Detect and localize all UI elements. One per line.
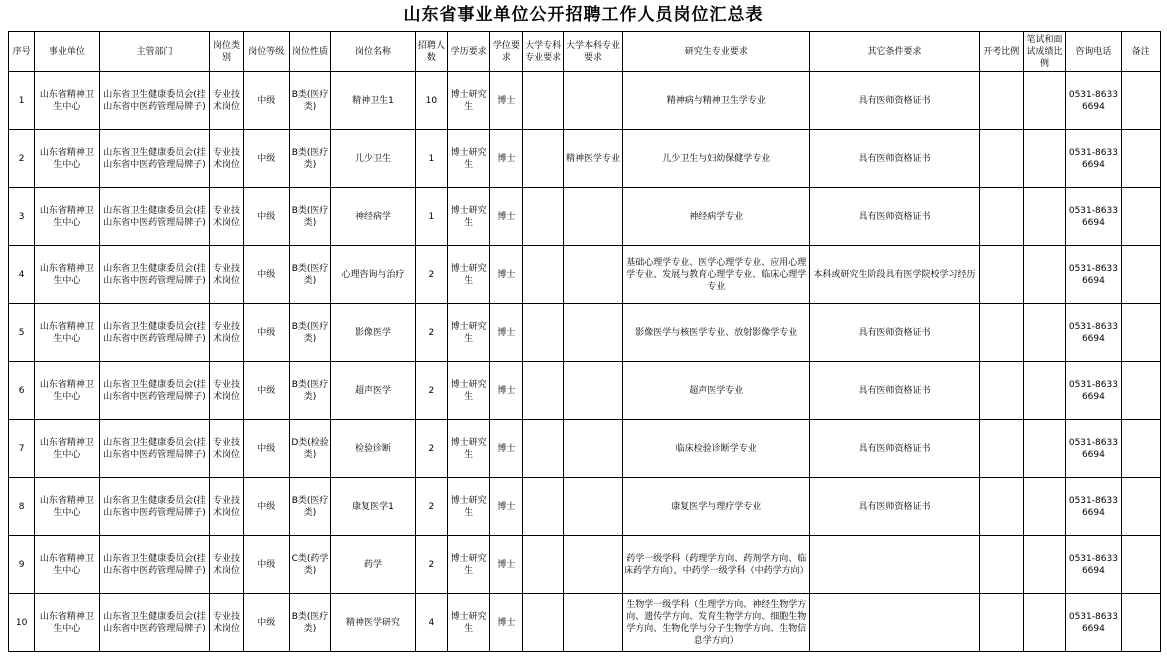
- cell-level: 中级: [243, 304, 289, 362]
- cell-ratio: [979, 246, 1023, 304]
- column-header: 岗位名称: [331, 32, 416, 72]
- cell-other: 本科或研究生阶段具有医学院校学习经历: [810, 246, 979, 304]
- cell-phone: 0531-86336694: [1066, 420, 1121, 478]
- cell-phone: 0531-86336694: [1066, 362, 1121, 420]
- cell-dept: 山东省卫生健康委员会(挂山东省中医药管理局牌子): [99, 420, 210, 478]
- cell-college: [523, 594, 563, 652]
- cell-count: 2: [415, 420, 447, 478]
- cell-no: 7: [9, 420, 35, 478]
- cell-post: 儿少卫生: [331, 130, 416, 188]
- cell-nature: B类(医疗类): [289, 594, 330, 652]
- cell-bachelor: [563, 246, 622, 304]
- cell-bachelor: [563, 478, 622, 536]
- cell-phone: 0531-86336694: [1066, 72, 1121, 130]
- cell-post: 药学: [331, 536, 416, 594]
- column-header: 笔试和面试成绩比例: [1023, 32, 1065, 72]
- cell-graduate: 临床检验诊断学专业: [623, 420, 810, 478]
- column-header: 学位要求: [490, 32, 523, 72]
- cell-college: [523, 478, 563, 536]
- cell-count: 2: [415, 536, 447, 594]
- cell-bachelor: [563, 304, 622, 362]
- cell-category: 专业技术岗位: [210, 130, 243, 188]
- table-row: [9, 304, 1161, 362]
- cell-bachelor: [563, 362, 622, 420]
- cell-category: 专业技术岗位: [210, 594, 243, 652]
- cell-bachelor: 精神医学专业: [563, 130, 622, 188]
- cell-category: 专业技术岗位: [210, 72, 243, 130]
- cell-phone: 0531-86336694: [1066, 130, 1121, 188]
- cell-score: [1023, 246, 1065, 304]
- cell-nature: B类(医疗类): [289, 130, 330, 188]
- cell-score: [1023, 72, 1065, 130]
- cell-no: 4: [9, 246, 35, 304]
- cell-nature: B类(医疗类): [289, 188, 330, 246]
- cell-unit: 山东省精神卫生中心: [35, 188, 99, 246]
- table-header-row: [9, 32, 1161, 72]
- cell-graduate: 精神病与精神卫生学专业: [623, 72, 810, 130]
- cell-post: 心理咨询与治疗: [331, 246, 416, 304]
- cell-post: 检验诊断: [331, 420, 416, 478]
- cell-note: [1121, 362, 1160, 420]
- table-row: [9, 536, 1161, 594]
- column-header: 事业单位: [35, 32, 99, 72]
- cell-phone: 0531-86336694: [1066, 246, 1121, 304]
- cell-bachelor: [563, 188, 622, 246]
- cell-post: 超声医学: [331, 362, 416, 420]
- cell-score: [1023, 420, 1065, 478]
- cell-no: 8: [9, 478, 35, 536]
- cell-ratio: [979, 536, 1023, 594]
- table-row: [9, 478, 1161, 536]
- cell-category: 专业技术岗位: [210, 246, 243, 304]
- cell-ratio: [979, 594, 1023, 652]
- cell-category: 专业技术岗位: [210, 188, 243, 246]
- column-header: 序号: [9, 32, 35, 72]
- cell-category: 专业技术岗位: [210, 420, 243, 478]
- cell-bachelor: [563, 420, 622, 478]
- cell-dept: 山东省卫生健康委员会(挂山东省中医药管理局牌子): [99, 594, 210, 652]
- cell-ratio: [979, 420, 1023, 478]
- cell-note: [1121, 594, 1160, 652]
- cell-other: 具有医师资格证书: [810, 130, 979, 188]
- cell-score: [1023, 536, 1065, 594]
- cell-count: 1: [415, 130, 447, 188]
- cell-category: 专业技术岗位: [210, 362, 243, 420]
- table-row: [9, 594, 1161, 652]
- cell-level: 中级: [243, 246, 289, 304]
- cell-degree: 博士: [490, 362, 523, 420]
- table-row: [9, 188, 1161, 246]
- cell-college: [523, 420, 563, 478]
- cell-nature: B类(医疗类): [289, 246, 330, 304]
- cell-note: [1121, 72, 1160, 130]
- cell-level: 中级: [243, 362, 289, 420]
- table-row: [9, 72, 1161, 130]
- cell-degree: 博士: [490, 246, 523, 304]
- cell-count: 2: [415, 362, 447, 420]
- job-table: [8, 31, 1161, 652]
- table-body: [9, 72, 1161, 652]
- cell-edu: 博士研究生: [447, 420, 489, 478]
- cell-nature: B类(医疗类): [289, 362, 330, 420]
- cell-graduate: 影像医学与核医学专业、放射影像学专业: [623, 304, 810, 362]
- cell-other: 具有医师资格证书: [810, 362, 979, 420]
- cell-degree: 博士: [490, 420, 523, 478]
- cell-no: 9: [9, 536, 35, 594]
- cell-score: [1023, 594, 1065, 652]
- table-row: [9, 362, 1161, 420]
- cell-bachelor: [563, 594, 622, 652]
- column-header: 岗位性质: [289, 32, 330, 72]
- cell-count: 2: [415, 246, 447, 304]
- cell-no: 1: [9, 72, 35, 130]
- column-header: 大学本科专业要求: [563, 32, 622, 72]
- cell-college: [523, 130, 563, 188]
- cell-dept: 山东省卫生健康委员会(挂山东省中医药管理局牌子): [99, 304, 210, 362]
- cell-other: 具有医师资格证书: [810, 72, 979, 130]
- column-header: 岗位等级: [243, 32, 289, 72]
- cell-other: 具有医师资格证书: [810, 304, 979, 362]
- cell-post: 神经病学: [331, 188, 416, 246]
- cell-other: 具有医师资格证书: [810, 188, 979, 246]
- cell-edu: 博士研究生: [447, 72, 489, 130]
- cell-college: [523, 246, 563, 304]
- cell-edu: 博士研究生: [447, 246, 489, 304]
- cell-level: 中级: [243, 130, 289, 188]
- cell-edu: 博士研究生: [447, 594, 489, 652]
- cell-count: 10: [415, 72, 447, 130]
- cell-edu: 博士研究生: [447, 536, 489, 594]
- cell-degree: 博士: [490, 188, 523, 246]
- cell-nature: B类(医疗类): [289, 72, 330, 130]
- cell-unit: 山东省精神卫生中心: [35, 130, 99, 188]
- cell-score: [1023, 478, 1065, 536]
- cell-dept: 山东省卫生健康委员会(挂山东省中医药管理局牌子): [99, 362, 210, 420]
- cell-note: [1121, 420, 1160, 478]
- cell-unit: 山东省精神卫生中心: [35, 594, 99, 652]
- cell-level: 中级: [243, 478, 289, 536]
- cell-no: 2: [9, 130, 35, 188]
- cell-nature: D类(检验类): [289, 420, 330, 478]
- cell-graduate: 基础心理学专业、医学心理学专业、应用心理学专业、发展与教育心理学专业、临床心理学专业: [623, 246, 810, 304]
- cell-other: 具有医师资格证书: [810, 420, 979, 478]
- page-title: 山东省事业单位公开招聘工作人员岗位汇总表: [403, 5, 764, 25]
- cell-post: 康复医学1: [331, 478, 416, 536]
- cell-edu: 博士研究生: [447, 304, 489, 362]
- cell-college: [523, 362, 563, 420]
- cell-ratio: [979, 188, 1023, 246]
- cell-dept: 山东省卫生健康委员会(挂山东省中医药管理局牌子): [99, 478, 210, 536]
- column-header: 开考比例: [979, 32, 1023, 72]
- column-header: 备注: [1121, 32, 1160, 72]
- cell-degree: 博士: [490, 304, 523, 362]
- cell-category: 专业技术岗位: [210, 304, 243, 362]
- cell-phone: 0531-86336694: [1066, 536, 1121, 594]
- cell-ratio: [979, 130, 1023, 188]
- cell-count: 4: [415, 594, 447, 652]
- cell-ratio: [979, 304, 1023, 362]
- column-header: 咨询电话: [1066, 32, 1121, 72]
- column-header: 招聘人数: [415, 32, 447, 72]
- cell-nature: B类(医疗类): [289, 478, 330, 536]
- cell-score: [1023, 304, 1065, 362]
- cell-no: 10: [9, 594, 35, 652]
- cell-edu: 博士研究生: [447, 130, 489, 188]
- cell-dept: 山东省卫生健康委员会(挂山东省中医药管理局牌子): [99, 246, 210, 304]
- cell-edu: 博士研究生: [447, 188, 489, 246]
- cell-score: [1023, 188, 1065, 246]
- cell-count: 2: [415, 304, 447, 362]
- cell-unit: 山东省精神卫生中心: [35, 72, 99, 130]
- cell-category: 专业技术岗位: [210, 478, 243, 536]
- cell-graduate: 超声医学专业: [623, 362, 810, 420]
- cell-degree: 博士: [490, 478, 523, 536]
- cell-unit: 山东省精神卫生中心: [35, 478, 99, 536]
- cell-unit: 山东省精神卫生中心: [35, 362, 99, 420]
- cell-note: [1121, 304, 1160, 362]
- cell-dept: 山东省卫生健康委员会(挂山东省中医药管理局牌子): [99, 536, 210, 594]
- cell-other: 具有医师资格证书: [810, 478, 979, 536]
- cell-nature: B类(医疗类): [289, 304, 330, 362]
- cell-graduate: 康复医学与理疗学专业: [623, 478, 810, 536]
- cell-ratio: [979, 478, 1023, 536]
- column-header: 其它条件要求: [810, 32, 979, 72]
- cell-score: [1023, 362, 1065, 420]
- cell-post: 精神卫生1: [331, 72, 416, 130]
- cell-dept: 山东省卫生健康委员会(挂山东省中医药管理局牌子): [99, 188, 210, 246]
- cell-category: 专业技术岗位: [210, 536, 243, 594]
- column-header: 研究生专业要求: [623, 32, 810, 72]
- cell-post: 精神医学研究: [331, 594, 416, 652]
- cell-ratio: [979, 72, 1023, 130]
- cell-note: [1121, 130, 1160, 188]
- cell-bachelor: [563, 536, 622, 594]
- cell-graduate: 儿少卫生与妇幼保健学专业: [623, 130, 810, 188]
- column-header: 大学专科专业要求: [523, 32, 563, 72]
- cell-level: 中级: [243, 72, 289, 130]
- cell-level: 中级: [243, 188, 289, 246]
- cell-unit: 山东省精神卫生中心: [35, 536, 99, 594]
- cell-college: [523, 188, 563, 246]
- cell-phone: 0531-86336694: [1066, 478, 1121, 536]
- cell-count: 1: [415, 188, 447, 246]
- cell-level: 中级: [243, 536, 289, 594]
- cell-degree: 博士: [490, 594, 523, 652]
- cell-other: [810, 536, 979, 594]
- cell-post: 影像医学: [331, 304, 416, 362]
- cell-college: [523, 72, 563, 130]
- table-row: [9, 130, 1161, 188]
- cell-unit: 山东省精神卫生中心: [35, 246, 99, 304]
- cell-count: 2: [415, 478, 447, 536]
- cell-score: [1023, 130, 1065, 188]
- cell-phone: 0531-86336694: [1066, 304, 1121, 362]
- cell-level: 中级: [243, 594, 289, 652]
- cell-no: 3: [9, 188, 35, 246]
- cell-college: [523, 536, 563, 594]
- cell-other: [810, 594, 979, 652]
- column-header: 学历要求: [447, 32, 489, 72]
- cell-edu: 博士研究生: [447, 478, 489, 536]
- cell-ratio: [979, 362, 1023, 420]
- cell-edu: 博士研究生: [447, 362, 489, 420]
- cell-dept: 山东省卫生健康委员会(挂山东省中医药管理局牌子): [99, 130, 210, 188]
- cell-phone: 0531-86336694: [1066, 188, 1121, 246]
- column-header: 岗位类别: [210, 32, 243, 72]
- cell-phone: 0531-86336694: [1066, 594, 1121, 652]
- cell-nature: C类(药学类): [289, 536, 330, 594]
- cell-graduate: 神经病学专业: [623, 188, 810, 246]
- cell-degree: 博士: [490, 536, 523, 594]
- cell-unit: 山东省精神卫生中心: [35, 420, 99, 478]
- cell-no: 6: [9, 362, 35, 420]
- cell-note: [1121, 478, 1160, 536]
- cell-no: 5: [9, 304, 35, 362]
- cell-degree: 博士: [490, 72, 523, 130]
- cell-level: 中级: [243, 420, 289, 478]
- table-row: [9, 420, 1161, 478]
- table-row: [9, 246, 1161, 304]
- cell-college: [523, 304, 563, 362]
- cell-graduate: 药学一级学科（药理学方向、药剂学方向、临床药学方向），中药学一级学科（中药学方向）: [623, 536, 810, 594]
- cell-unit: 山东省精神卫生中心: [35, 304, 99, 362]
- cell-bachelor: [563, 72, 622, 130]
- cell-graduate: 生物学一级学科（生理学方向、神经生物学方向、遗传学方向、发育生物学方向、细胞生物学方向、生物化学与分子生物学方向、生物信息学方向）: [623, 594, 810, 652]
- cell-dept: 山东省卫生健康委员会(挂山东省中医药管理局牌子): [99, 72, 210, 130]
- cell-note: [1121, 246, 1160, 304]
- column-header: 主管部门: [99, 32, 210, 72]
- cell-note: [1121, 188, 1160, 246]
- cell-degree: 博士: [490, 130, 523, 188]
- cell-note: [1121, 536, 1160, 594]
